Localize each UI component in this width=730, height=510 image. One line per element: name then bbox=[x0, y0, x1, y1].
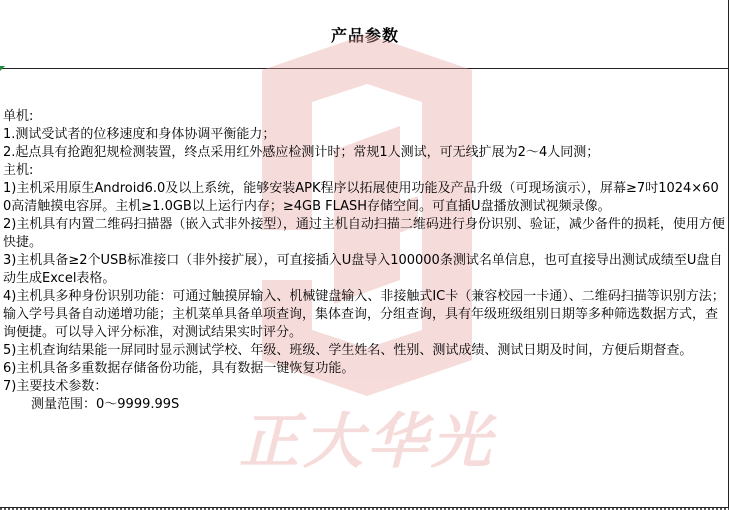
spec-item: 3)主机具备≥2个USB标准接口（非外接扩展），可直接插入U盘导入100000条测试名单信息，也可直接导出测试成绩至U盘自动生成Excel表格。 bbox=[3, 253, 723, 286]
header-row bbox=[0, 0, 728, 69]
spec-item: 2.起点具有抢跑犯规检测装置，终点采用红外感应检测计时；常规1人测试，可无线扩展为2～4人同测； bbox=[3, 145, 600, 160]
spec-item: 7)主要技术参数： bbox=[3, 379, 108, 394]
page-title: 产品参数 bbox=[330, 25, 399, 45]
spec-item: 5)主机查询结果能一屏同时显示测试学校、年级、班级、学生姓名、性别、测试成绩、测试日期及时间，方便后期督查。 bbox=[3, 343, 693, 358]
spec-item: 1.测试受试者的位移速度和身体协调平衡能力； bbox=[3, 127, 276, 142]
spec-content bbox=[3, 108, 725, 414]
spec-item: 1)主机采用原生Android6.0及以上系统，能够安装APK程序以拓展使用功能及产品升级（可现场演示），屏幕≥7吋1024×600高清触摸电容屏。主机≥1.0GB以上运行内存；≥4GB FLASH存储空间。可直插U盘播放测试视频录像。 bbox=[3, 181, 719, 214]
spec-measurement-range: 测量范围：0～9999.99S bbox=[31, 397, 180, 412]
spec-item: 6)主机具备多重数据存储备份功能，具有数据一键恢复功能。 bbox=[3, 361, 355, 376]
section-heading-single: 单机: bbox=[3, 109, 34, 124]
cell-marker bbox=[0, 66, 5, 71]
watermark-brand-text: 正大华光 bbox=[239, 407, 495, 475]
section-heading-host: 主机: bbox=[3, 163, 34, 178]
spec-item: 2)主机具有内置二维码扫描器（嵌入式非外接型），通过主机自动扫描二维码进行身份识别、验证，减少备件的损耗，使用方便快捷。 bbox=[3, 217, 725, 250]
spec-item: 4)主机具多种身份识别功能：可通过触摸屏输入、机械键盘输入、非接触式IC卡（兼容校园一卡通）、二维码扫描等识别方法；输入学号具备自动递增功能；主机菜单具备单项查询，集体查询，分组查询，具有年级班级组别日期等多种筛选数据方式，查询便捷。可以导入评分标准，对测试结果实时评分。 bbox=[3, 289, 725, 340]
